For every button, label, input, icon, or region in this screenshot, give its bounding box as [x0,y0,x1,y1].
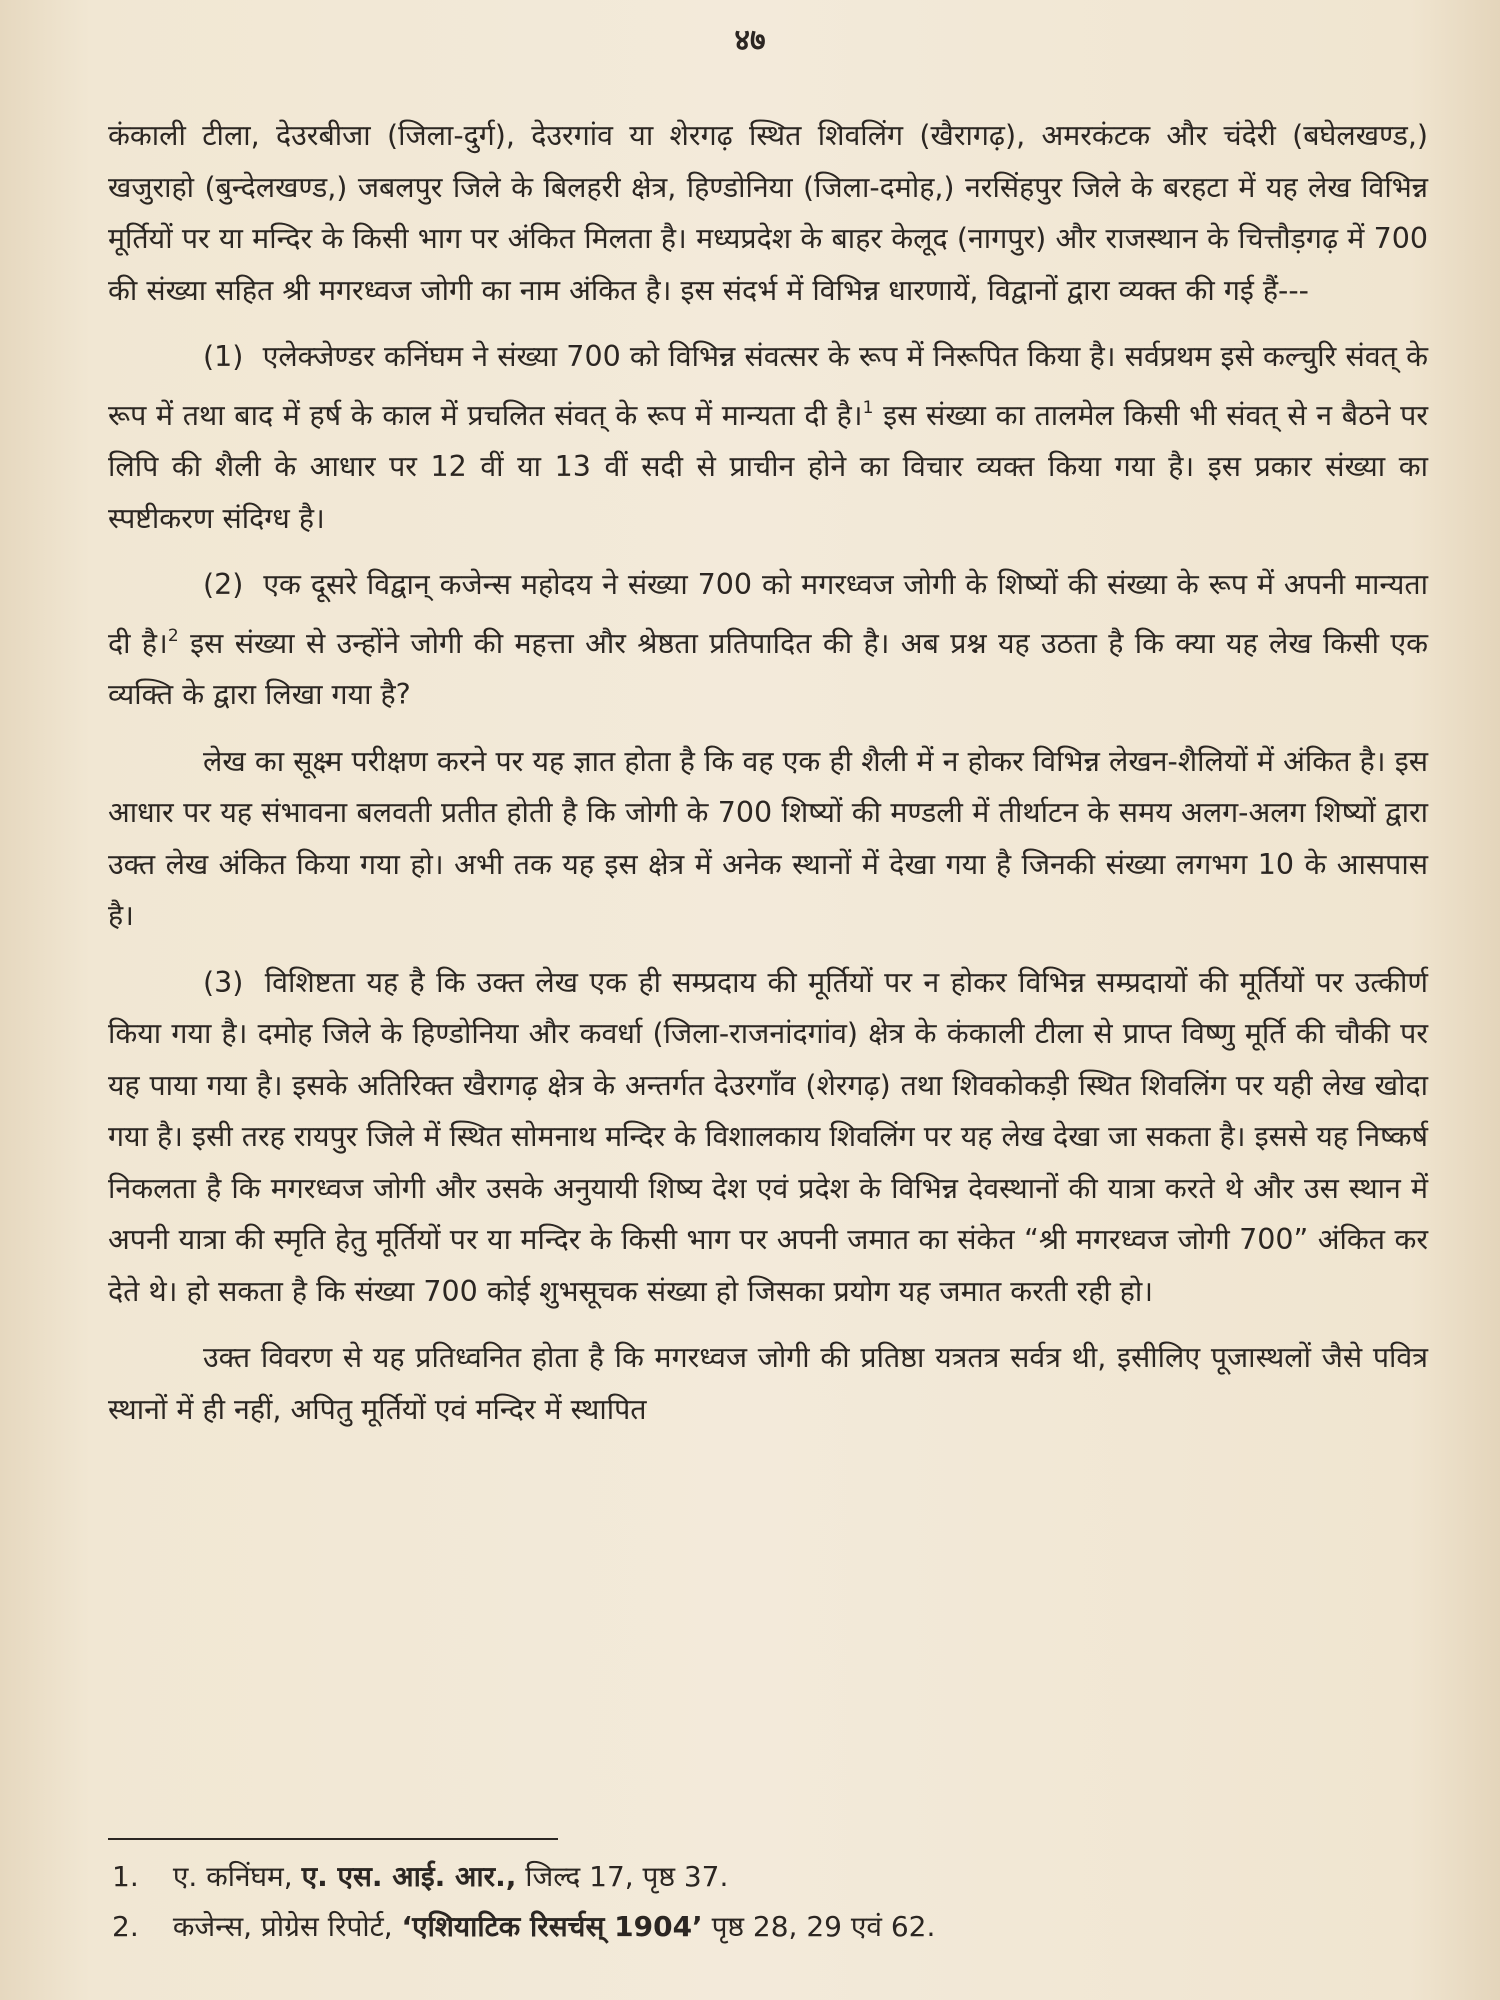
footnote-item [112,1902,1412,1952]
paragraph-text: कंकाली टीला, देउरबीजा (जिला-दुर्ग), देउरगांव या शेरगढ़ स्थित शिवलिंग (खैरागढ़), अमरकंटक और चंदेरी (बघेलखण्ड,) खजुराहो (बुन्देलखण्ड,) जबलपुर जिले के बिलहरी क्षेत्र, हिण्डोनिया (जिला-दमोह,) नरसिंहपुर जिले के बरहटा में यह लेख विभिन्न मूर्तियों पर या मन्दिर के किसी भाग पर अंकित मिलता है। मध्यप्रदेश के बाहर केलूद (नागपुर) और राजस्थान के चित्तौड़गढ़ में 700 की संख्या सहित श्री मगरध्वज जोगी का नाम अंकित है। इस संदर्भ में विभिन्न धारणायें, विद्वानों द्वारा व्यक्त की गई हैं--- [108,119,1428,307]
footnotes [112,1852,1412,1952]
paragraph-text-continued: इस संख्या से उन्होंने जोगी की महत्ता और श्रेष्ठता प्रतिपादित की है। अब प्रश्न यह उठता है कि क्या यह लेख किसी एक व्यक्ति के द्वारा लिखा गया है? [108,626,1428,711]
paragraph-text-continued: इस संख्या का तालमेल किसी भी संवत् से न बैठने पर लिपि की शैली के आधार पर 12 वीं या 13 वीं सदी से प्राचीन होने का विचार व्यक्त किया गया है। इस प्रकार संख्या का स्पष्टीकरण संदिग्ध है। [108,398,1428,535]
page-number: ४७ [734,23,766,58]
footnote-author: कजेन्स, प्रोग्रेस रिपोर्ट, [172,1910,393,1943]
paragraph-point-3 [108,957,1428,1318]
footnote-divider [108,1838,558,1840]
footnote-author: ए. कनिंघम, [172,1860,293,1893]
paragraph-point-1 [108,331,1428,544]
footnote-ref[interactable]: 2 [167,625,179,646]
footnote-details: जिल्द 17, पृष्ठ 37. [525,1860,729,1893]
footnote-details: पृष्ठ 28, 29 एवं 62. [711,1910,936,1943]
footnote-source: ए. एस. आई. आर., [301,1860,517,1893]
paragraph-intro [108,110,1428,316]
footnote-number: 1. [112,1860,139,1893]
point-label: (2) [203,568,244,601]
footnote-item [112,1852,1412,1902]
footnote-number: 2. [112,1910,139,1943]
point-label: (1) [203,340,244,373]
footnote-ref[interactable]: 1 [862,397,874,418]
paragraph-text: एलेक्जेण्डर कनिंघम ने संख्या 700 को विभिन्न संवत्सर के रूप में निरूपित किया है। सर्वप्रथम इसे कल्चुरि संवत् के रूप में तथा बाद में हर्ष के काल में प्रचलित संवत् के रूप में मान्यता दी है। [108,340,1428,432]
footnote-source: ‘एशियाटिक रिसर्चस् 1904’ [401,1910,703,1943]
paragraph-text: उक्त विवरण से यह प्रतिध्वनित होता है कि मगरध्वज जोगी की प्रतिष्ठा यत्रतत्र सर्वत्र थी, इसीलिए पूजास्थलों जैसे पवित्र स्थानों में ही नहीं, अपितु मूर्तियों एवं मन्दिर में स्थापित [108,1341,1428,1426]
paragraph-point-2 [108,559,1428,721]
paragraph-conclusion [108,1332,1428,1435]
point-label: (3) [203,965,244,999]
body-text [108,110,1428,1450]
paragraph-analysis [108,736,1428,942]
paragraph-text: विशिष्टता यह है कि उक्त लेख एक ही सम्प्रदाय की मूर्तियों पर न होकर विभिन्न सम्प्रदायों की मूर्तियों पर उत्कीर्ण किया गया है। दमोह जिले के हिण्डोनिया और कवर्धा (जिला-राजनांदगांव) क्षेत्र के कंकाली टीला से प्राप्त विष्णु मूर्ति की चौकी पर यह पाया गया है। इसके अतिरिक्त खैरागढ़ क्षेत्र के अन्तर्गत देउरगाँव (शेरगढ़) तथा शिवकोकड़ी स्थित शिवलिंग पर यही लेख खोदा गया है। इसी तरह रायपुर जिले में स्थित सोमनाथ मन्दिर के विशालकाय शिवलिंग पर यह लेख देखा जा सकता है। इससे यह निष्कर्ष निकलता है कि मगरध्वज जोगी और उसके अनुयायी शिष्य देश एवं प्रदेश के विभिन्न देवस्थानों की यात्रा करते थे और उस स्थान में अपनी यात्रा की स्मृति हेतु मूर्तियों पर या मन्दिर के किसी भाग पर अपनी जमात का संकेत “श्री मगरध्वज जोगी 700” अंकित कर देते थे। हो सकता है कि संख्या 700 कोई शुभसूचक संख्या हो जिसका प्रयोग यह जमात करती रही हो। [108,965,1428,1308]
paragraph-text: लेख का सूक्ष्म परीक्षण करने पर यह ज्ञात होता है कि वह एक ही शैली में न होकर विभिन्न लेखन-शैलियों में अंकित है। इस आधार पर यह संभावना बलवती प्रतीत होती है कि जोगी के 700 शिष्यों की मण्डली में तीर्थाटन के समय अलग-अलग शिष्यों द्वारा उक्त लेख अंकित किया गया हो। अभी तक यह इस क्षेत्र में अनेक स्थानों में देखा गया है जिनकी संख्या लगभग 10 के आसपास है। [108,744,1428,932]
paragraph-text: एक दूसरे विद्वान् कजेन्स महोदय ने संख्या 700 को मगरध्वज जोगी के शिष्यों की संख्या के रूप में अपनी मान्यता दी है। [108,568,1428,660]
